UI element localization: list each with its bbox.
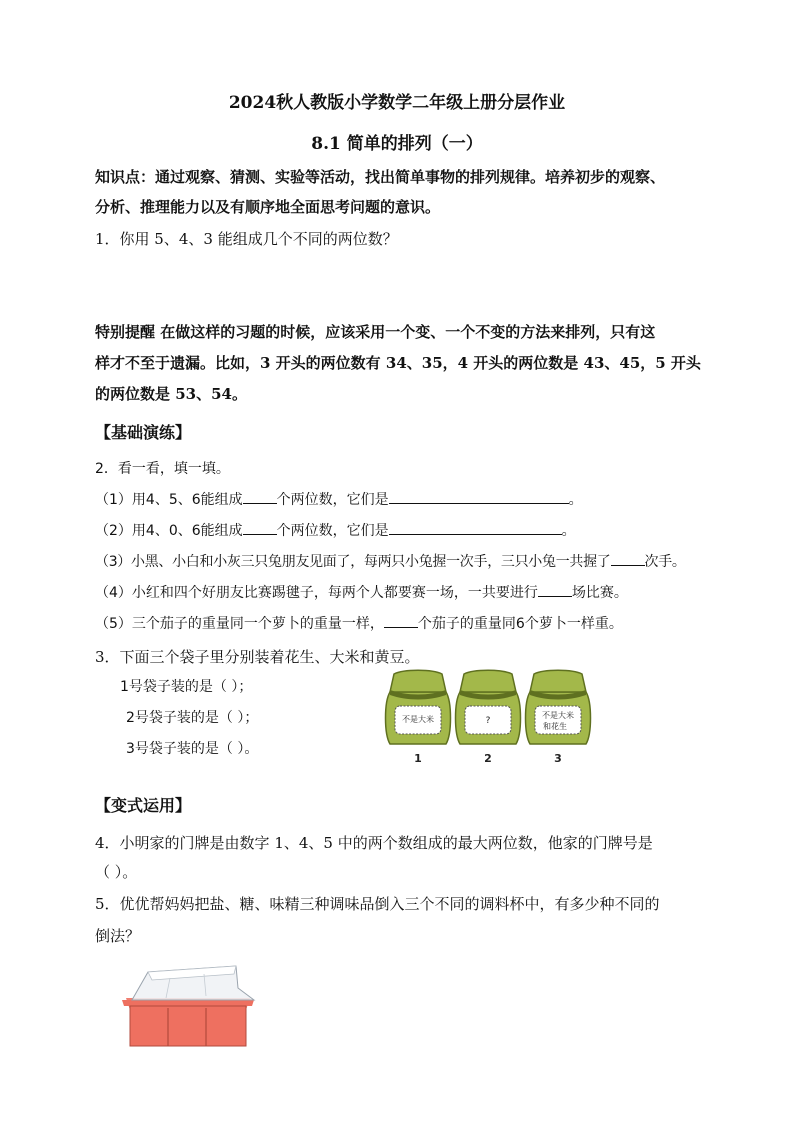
answer-blank[interactable] xyxy=(538,582,572,597)
answer-blank[interactable] xyxy=(243,489,277,504)
condiment-box xyxy=(122,966,254,1046)
bag-3 xyxy=(526,670,591,765)
question-2-item-5 xyxy=(95,613,623,633)
tip-line-3: 的两位数是 53、54。 xyxy=(95,385,247,403)
q2-1-part-b: 个两位数，它们是 xyxy=(276,492,389,508)
q2-2-part-c: 。 xyxy=(561,523,576,539)
question-5-line-1: 5．优优帮妈妈把盐、糖、味精三种调味品倒入三个不同的调料杯中，有多少种不同的 xyxy=(95,895,660,913)
bag-1-label: 不是大米 xyxy=(402,715,434,724)
question-2-item-4 xyxy=(95,582,628,602)
question-3-line-1: 1号袋子装的是（ ）； xyxy=(120,679,253,695)
bag-3-label-line-2: 和花生 xyxy=(543,722,567,731)
answer-blank[interactable] xyxy=(243,520,277,535)
bag-2 xyxy=(456,670,521,765)
bag-1-number: 1 xyxy=(414,752,422,765)
question-3-line-3: 3号袋子装的是（ ）。 xyxy=(126,741,259,757)
q2-5-part-b: 个茄子的重量同6个萝卜一样重。 xyxy=(417,616,623,632)
question-2-item-2 xyxy=(95,520,576,540)
q2-1-part-a: （1）用4、5、6能组成 xyxy=(95,492,243,508)
bags-illustration xyxy=(380,668,595,768)
answer-blank[interactable] xyxy=(389,489,569,504)
bag-3-label-line-1: 不是大米 xyxy=(542,711,574,720)
answer-blank[interactable] xyxy=(611,551,645,566)
q2-4-part-a: （4）小红和四个好朋友比赛踢毽子，每两个人都要赛一场，一共要进行 xyxy=(95,585,538,601)
question-5-line-2: 倒法？ xyxy=(95,927,141,945)
lesson-title: 8.1 简单的排列（一） xyxy=(311,134,483,154)
bag-3-number: 3 xyxy=(554,752,562,765)
q2-2-part-a: （2）用4、0、6能组成 xyxy=(95,523,243,539)
answer-blank[interactable] xyxy=(389,520,562,535)
section-variant: 【变式运用】 xyxy=(95,796,192,815)
q2-4-part-b: 场比赛。 xyxy=(571,585,628,601)
question-3-line-2: 2号袋子装的是（ ）； xyxy=(126,710,259,726)
tip-line-2: 样才不至于遗漏。比如，3 开头的两位数有 34、35，4 开头的两位数是 43、45，5 开头 xyxy=(95,354,701,372)
answer-blank[interactable] xyxy=(384,613,418,628)
q2-2-part-b: 个两位数，它们是 xyxy=(276,523,389,539)
condiment-box-illustration xyxy=(118,960,268,1055)
q2-3-part-a: （3）小黑、小白和小灰三只兔朋友见面了，每两只小兔握一次手，三只小兔一共握了 xyxy=(95,554,611,570)
knowledge-line-2: 分析、推理能力以及有顺序地全面思考问题的意识。 xyxy=(95,198,441,216)
section-basic: 【基础演练】 xyxy=(95,423,192,442)
q2-1-part-c: 。 xyxy=(568,492,583,508)
question-2-item-1 xyxy=(95,489,583,509)
q2-3-part-b: 次手。 xyxy=(644,554,686,570)
question-4-line-1: 4．小明家的门牌是由数字 1、4、5 中的两个数组成的最大两位数，他家的门牌号是 xyxy=(95,834,653,852)
knowledge-line-1: 知识点：通过观察、猜测、实验等活动，找出简单事物的排列规律。培养初步的观察、 xyxy=(95,168,666,186)
question-2-item-3 xyxy=(95,551,686,571)
tip-line-1: 特别提醒 在做这样的习题的时候，应该采用一个变、一个不变的方法来排列，只有这 xyxy=(95,323,656,341)
bag-2-number: 2 xyxy=(484,752,492,765)
question-4-line-2: （ ）。 xyxy=(95,863,138,881)
bag-1 xyxy=(386,670,451,765)
page-title: 2024秋人教版小学数学二年级上册分层作业 xyxy=(228,93,566,113)
bag-2-label: ? xyxy=(485,716,491,726)
question-1: 1．你用 5、4、3 能组成几个不同的两位数？ xyxy=(95,230,398,248)
q2-5-part-a: （5）三个茄子的重量同一个萝卜的重量一样， xyxy=(95,616,384,632)
question-3-stem: 3．下面三个袋子里分别装着花生、大米和黄豆。 xyxy=(95,648,420,666)
question-2-stem: 2．看一看，填一填。 xyxy=(95,461,230,477)
